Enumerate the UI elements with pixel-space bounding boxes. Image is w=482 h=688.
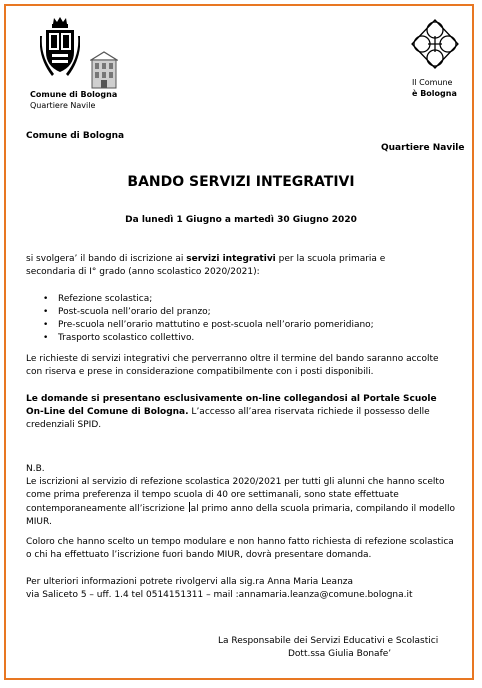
services-list bbox=[40, 293, 460, 345]
list-item: • Post-scuola nell’orario del pranzo; bbox=[40, 306, 460, 319]
nb-paragraph bbox=[26, 476, 456, 529]
header-org-name: Comune di Bologna bbox=[30, 90, 118, 99]
sender-label: Comune di Bologna bbox=[26, 131, 125, 141]
building-icon bbox=[90, 50, 118, 90]
date-range: Da lunedì 1 Giugno a martedì 30 Giugno 2020 bbox=[125, 215, 357, 225]
text-cursor bbox=[189, 502, 190, 512]
info-line-1: Per ulteriori informazioni potrete rivolgervi alla sig.ra Anna Maria Leanza bbox=[26, 577, 354, 587]
comune-bologna-logo bbox=[406, 16, 464, 72]
right-logo-line2: è Bologna bbox=[412, 89, 457, 98]
intro-bold: servizi integrativi bbox=[186, 254, 276, 264]
online-text: L’accesso all’area riservata richiede il possesso delle credenziali SPID. bbox=[26, 407, 430, 430]
coat-of-arms-logo bbox=[40, 16, 80, 86]
intro-text-start: si svolgera’ il bando di iscrizione ai bbox=[26, 254, 187, 264]
late-notice-paragraph: Le richieste di servizi integrativi che perverranno oltre il termine del bando saranno accolte con riserva e prese in considerazione compatibilmente con i posti disponibili. bbox=[26, 354, 439, 377]
list-item: • Pre-scuola nell’orario mattutino e post-scuola nell’orario pomeridiano; bbox=[40, 319, 460, 332]
intro-paragraph bbox=[26, 253, 436, 279]
nb-text-start: Le iscrizioni al servizio di refezione scolastica 2020/2021 per tutti gli alunni che hanno scelto come prima preferenza il tempo scuola di 40 ore settimanali, sono state effettuate contemporaneamente all’iscrizione bbox=[26, 477, 445, 514]
intro-text-end: per la scuola primaria e secondaria di I° grado (anno scolastico 2020/2021): bbox=[26, 254, 386, 277]
nb-label: N.B. bbox=[26, 464, 45, 474]
page-title: BANDO SERVIZI INTEGRATIVI bbox=[127, 174, 355, 190]
nb-text-end: al primo anno della scuola primaria, compilando il modello MIUR. bbox=[26, 504, 455, 527]
info-line-2: via Saliceto 5 – uff. 1.4 tel 0514151311 – mail :annamaria.leanza@comune.bologna.it bbox=[26, 590, 413, 600]
list-item: • Trasporto scolastico collettivo. bbox=[40, 332, 460, 345]
signature-name: Dott.ssa Giulia Bonafe’ bbox=[288, 649, 392, 659]
header-quarter-name: Quartiere Navile bbox=[30, 101, 96, 110]
modular-paragraph: Coloro che hanno scelto un tempo modulare e non hanno fatto richiesta di refezione scolastica o chi ha effettuato l’iscrizione fuori bando MIUR, dovrà presentare domanda. bbox=[26, 537, 454, 560]
list-item: • Refezione scolastica; bbox=[40, 293, 460, 306]
signature-role: La Responsabile dei Servizi Educativi e Scolastici bbox=[218, 636, 439, 646]
online-bold-text: Le domande si presentano esclusivamente on-line collegandosi al Portale Scuole On-Line del Comune di Bologna. bbox=[26, 394, 437, 417]
online-paragraph bbox=[26, 393, 452, 432]
right-logo-line1: Il Comune bbox=[412, 78, 453, 87]
recipient-label: Quartiere Navile bbox=[381, 143, 465, 153]
